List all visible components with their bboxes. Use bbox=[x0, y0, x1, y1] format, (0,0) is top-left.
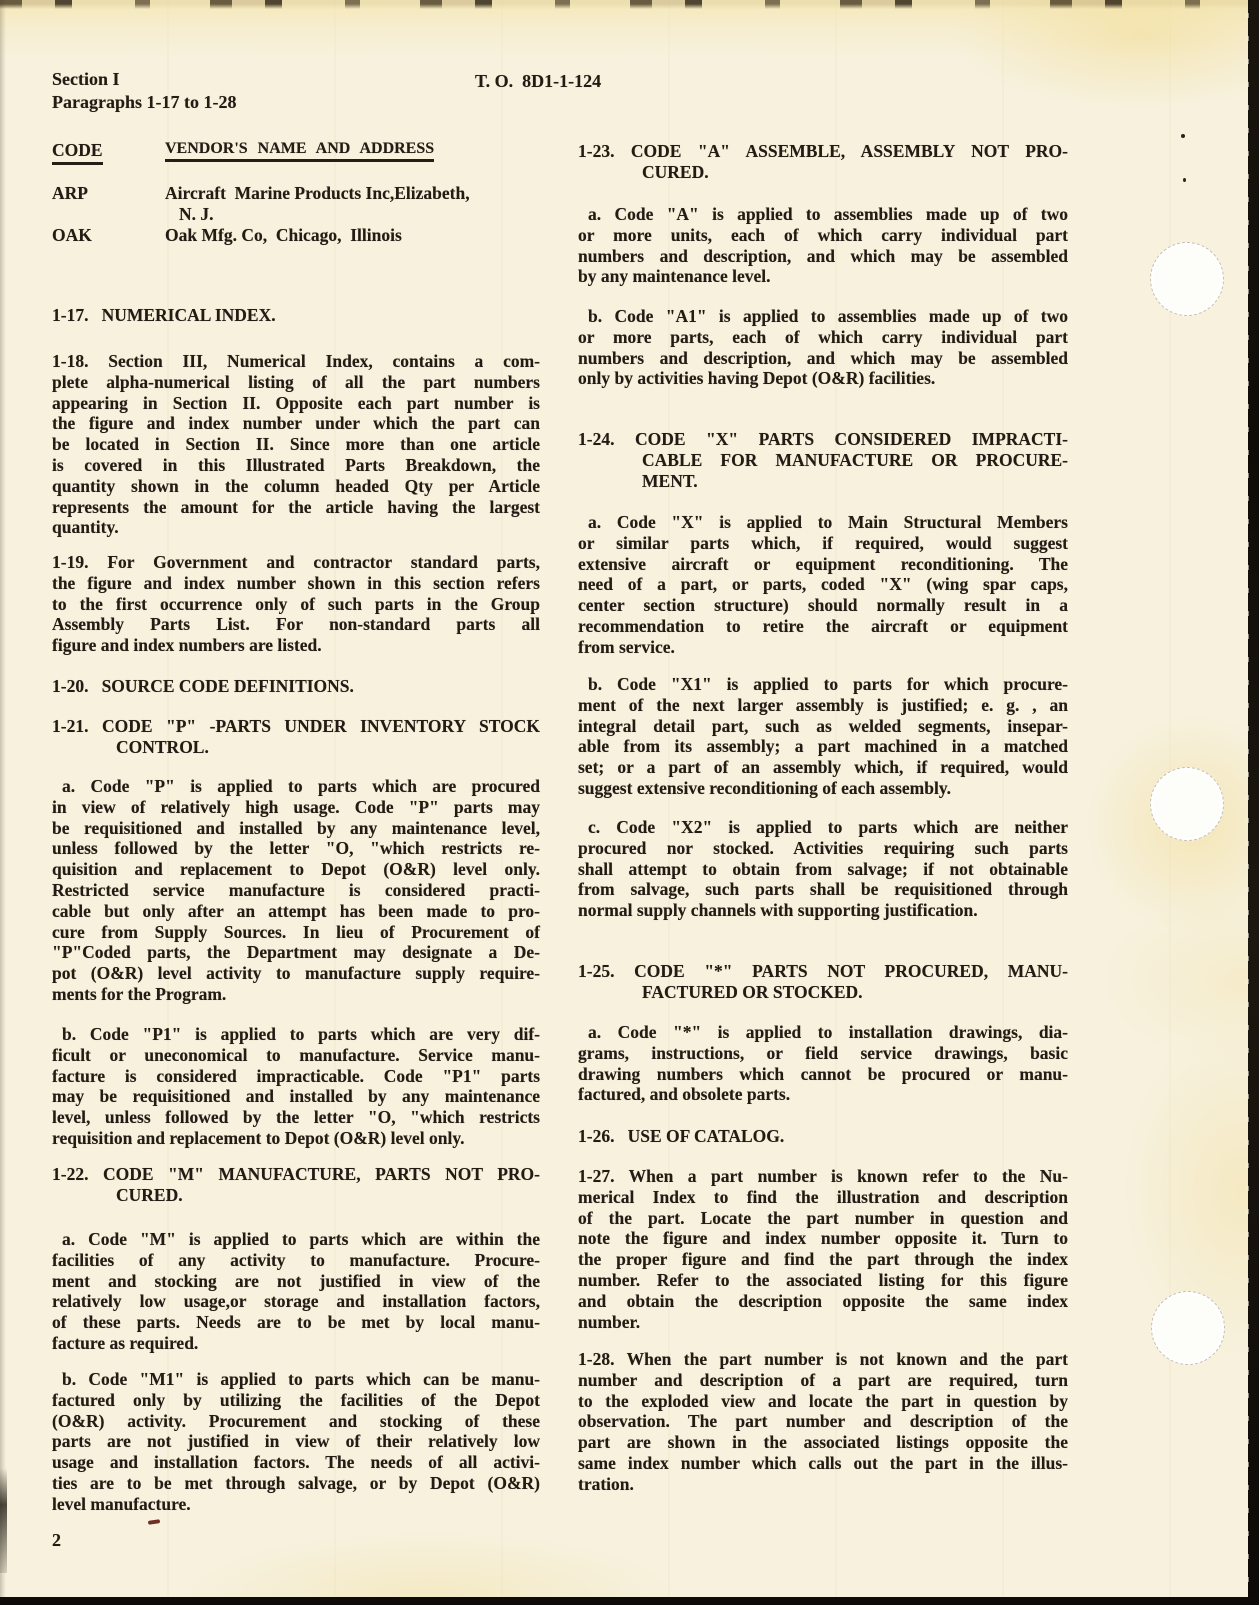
text-line: shall attempt to obtain from salvage; if not obtainable bbox=[578, 858, 1068, 879]
text-line: 1-27. When a part number is known refer to the Nu- bbox=[578, 1166, 1068, 1186]
text-line: integral detail part, such as welded segments, insepar- bbox=[578, 715, 1068, 736]
text-line: unless followed by the letter "O, "which restricts re- bbox=[52, 838, 540, 859]
text-line: 1-25. CODE "*" PARTS NOT PROCURED, MANU- bbox=[578, 961, 1068, 981]
heading-1-25 bbox=[578, 961, 1068, 1003]
text-line: by any maintenance level. bbox=[578, 266, 771, 287]
text-line: numbers and description, and which may be assembled bbox=[578, 347, 1068, 368]
text-line: usage and installation factors. The needs of all activi- bbox=[52, 1452, 540, 1473]
text-line: a. Code "*" is applied to installation drawings, dia- bbox=[588, 1022, 1068, 1042]
text-line: be located in Section II. Since more than one article bbox=[52, 434, 540, 455]
text-line: b. Code "A1" is applied to assemblies made up of two bbox=[588, 306, 1068, 326]
text-line: b. Code "P1" is applied to parts which are very dif- bbox=[62, 1024, 540, 1044]
text-line: to the first occurrence only of such parts in the Group bbox=[52, 593, 540, 614]
text-line: factured only by utilizing the facilities of the Depot bbox=[52, 1389, 540, 1410]
text-line: extensive aircraft or equipment reconditioning. The bbox=[578, 553, 1068, 574]
text-line: the figure and index number under which the part can bbox=[52, 413, 540, 434]
ink-speck bbox=[1181, 134, 1185, 138]
paragraph-1-28 bbox=[578, 1349, 1068, 1495]
text-line: need of a part, or parts, coded "X" (wing spar caps, bbox=[578, 574, 1068, 595]
ink-speck bbox=[1183, 178, 1186, 182]
text-line: appearing in Section II. Opposite each part number is bbox=[52, 392, 540, 413]
vendor-name bbox=[165, 225, 540, 246]
text-line: and obtain the description opposite the same index bbox=[578, 1290, 1068, 1311]
header-paragraphs-range: Paragraphs 1-17 to 1-28 bbox=[52, 92, 237, 112]
text-line: CURED. bbox=[642, 161, 709, 182]
text-line: quantity. bbox=[52, 517, 119, 538]
text-line: number. Refer to the associated listing for this figure bbox=[578, 1269, 1068, 1290]
paragraph-1-23b bbox=[578, 306, 1068, 389]
vendor-code: OAK bbox=[52, 225, 92, 245]
text-line: from service. bbox=[578, 636, 675, 657]
punch-hole bbox=[1150, 767, 1224, 841]
text-line: or more parts, each of which carry individual part bbox=[578, 326, 1068, 347]
text-line: procured nor stocked. Activities requiring such parts bbox=[578, 837, 1068, 858]
page-number: 2 bbox=[52, 1530, 61, 1550]
text-line: of these parts. Needs are to be met by local manu- bbox=[52, 1312, 540, 1333]
heading-1-23 bbox=[578, 141, 1068, 183]
text-line: ties are to be met through salvage, or by Depot (O&R) bbox=[52, 1472, 540, 1493]
text-line: 1-22. CODE "M" MANUFACTURE, PARTS NOT PRO- bbox=[52, 1164, 540, 1184]
vendor-col-name-header: VENDOR'S NAME AND ADDRESS bbox=[165, 140, 434, 162]
heading-1-17 bbox=[52, 305, 540, 326]
text-line: parts are not justified in view of their relatively low bbox=[52, 1431, 540, 1452]
text-line: number and description of a part are required, turn bbox=[578, 1369, 1068, 1390]
scan-corner-smudge bbox=[0, 1468, 7, 1573]
text-line: Restricted service manufacture is considered practi- bbox=[52, 879, 540, 900]
scan-top-edge bbox=[0, 0, 1259, 9]
text-line: cure from Supply Sources. In lieu of Procurement of bbox=[52, 921, 540, 942]
text-line: 1-18. Section III, Numerical Index, contains a com- bbox=[52, 351, 540, 371]
text-line: facilities of any activity to manufacture. Procure- bbox=[52, 1249, 540, 1270]
vendor-code: ARP bbox=[52, 183, 88, 203]
text-line: figure and index numbers are listed. bbox=[52, 635, 322, 656]
text-line: tration. bbox=[578, 1473, 634, 1494]
text-line: in view of relatively high usage. Code "P" parts may bbox=[52, 796, 540, 817]
text-line: set; or a part of an assembly which, if required, would bbox=[578, 757, 1068, 778]
text-line: or more units, each of which carry individual part bbox=[578, 224, 1068, 245]
text-line: pot (O&R) level activity to manufacture supply require- bbox=[52, 963, 540, 984]
text-line: facture as required. bbox=[52, 1332, 199, 1353]
text-line: factured, and obsolete parts. bbox=[578, 1084, 791, 1105]
text-line: facture is considered impracticable. Code "P1" parts bbox=[52, 1065, 540, 1086]
text-line: 1-21. CODE "P" -PARTS UNDER INVENTORY STOCK bbox=[52, 716, 540, 736]
text-line: Assembly Parts List. For non-standard parts all bbox=[52, 614, 540, 635]
text-line: is covered in this Illustrated Parts Breakdown, the bbox=[52, 454, 540, 475]
paragraph-1-24c bbox=[578, 817, 1068, 921]
text-line: 1-19. For Government and contractor standard parts, bbox=[52, 552, 540, 572]
text-line: FACTURED OR STOCKED. bbox=[642, 981, 863, 1002]
vendor-row bbox=[52, 225, 540, 246]
text-line: from salvage, such parts shall be requisitioned through bbox=[578, 879, 1068, 900]
text-line: c. Code "X2" is applied to parts which are neither bbox=[588, 817, 1068, 837]
text-line: "P"Coded parts, the Department may designate a De- bbox=[52, 942, 540, 963]
paragraph-1-23a bbox=[578, 204, 1068, 287]
paragraph-1-21a bbox=[52, 776, 540, 1005]
text-line: plete alpha-numerical listing of all the part numbers bbox=[52, 371, 540, 392]
page-header-left bbox=[52, 68, 236, 114]
text-line: b. Code "X1" is applied to parts for which procure- bbox=[588, 674, 1068, 694]
text-line: to the exploded view and locate the part in question by bbox=[578, 1390, 1068, 1411]
text-line: ment and stocking are not justified in view of the bbox=[52, 1270, 540, 1291]
text-line: requisition and replacement to Depot (O&R) level only. bbox=[52, 1127, 465, 1148]
header-section: Section I bbox=[52, 69, 120, 89]
text-line: 1-28. When the part number is not known and the part bbox=[578, 1349, 1068, 1369]
text-line: ment of the next larger assembly is justified; e. g. , an bbox=[578, 694, 1068, 715]
paragraph-1-21b bbox=[52, 1024, 540, 1149]
text-line: relatively low usage,or storage and installation factors, bbox=[52, 1291, 540, 1312]
text-line: (O&R) activity. Procurement and stocking of these bbox=[52, 1410, 540, 1431]
vendor-col-code-header: CODE bbox=[52, 140, 103, 165]
text-line: grams, instructions, or field service drawings, basic bbox=[578, 1042, 1068, 1063]
text-line: of the part. Locate the part number in question and bbox=[578, 1207, 1068, 1228]
text-line: ments for the Program. bbox=[52, 983, 227, 1004]
to-number: T. O. 8D1-1-124 bbox=[475, 71, 602, 91]
text-line: the figure and index number shown in this section refers bbox=[52, 572, 540, 593]
text-line: 1-17. NUMERICAL INDEX. bbox=[52, 305, 276, 325]
text-line: the proper figure and find the part through the index bbox=[578, 1249, 1068, 1270]
text-line: merical Index to find the illustration and description bbox=[578, 1186, 1068, 1207]
pen-mark bbox=[148, 1519, 160, 1525]
text-line: cable but only after an attempt has been made to pro- bbox=[52, 900, 540, 921]
text-line: a. Code "M" is applied to parts which are within the bbox=[62, 1229, 540, 1249]
text-line: a. Code "X" is applied to Main Structural Members bbox=[588, 512, 1068, 532]
text-line: represents the amount for the article having the largest bbox=[52, 496, 540, 517]
scan-right-edge bbox=[1248, 0, 1259, 1605]
text-line: level, unless followed by the letter "O, "which restricts bbox=[52, 1107, 540, 1128]
text-line: CONTROL. bbox=[116, 736, 209, 757]
text-line: a. Code "P" is applied to parts which are procured bbox=[62, 776, 540, 796]
text-line: 1-24. CODE "X" PARTS CONSIDERED IMPRACTI- bbox=[578, 429, 1068, 449]
text-line: CABLE FOR MANUFACTURE OR PROCURE- bbox=[642, 449, 1068, 470]
punch-hole bbox=[1150, 242, 1224, 316]
punch-hole bbox=[1151, 1291, 1225, 1365]
text-line: number. bbox=[578, 1311, 641, 1332]
heading-1-24 bbox=[578, 429, 1068, 491]
text-line: Aircraft Marine Products Inc,Elizabeth, bbox=[165, 183, 470, 203]
text-line: MENT. bbox=[642, 470, 698, 491]
text-line: suggest extensive reconditioning of each assembly. bbox=[578, 777, 952, 798]
vendor-table bbox=[52, 140, 540, 246]
text-line: center section structure) should normally result in a bbox=[578, 595, 1068, 616]
text-line: same index number which calls out the part in the illus- bbox=[578, 1452, 1068, 1473]
text-line: note the figure and index number opposite it. Turn to bbox=[578, 1228, 1068, 1249]
paragraph-1-18 bbox=[52, 351, 540, 538]
vendor-name bbox=[165, 183, 540, 225]
paragraph-1-22a bbox=[52, 1229, 540, 1354]
text-line: quisition and replacement to Depot (O&R) level only. bbox=[52, 859, 540, 880]
paragraph-1-24b bbox=[578, 674, 1068, 799]
text-line: 1-20. SOURCE CODE DEFINITIONS. bbox=[52, 676, 354, 696]
paragraph-1-27 bbox=[578, 1166, 1068, 1332]
text-line: 1-23. CODE "A" ASSEMBLE, ASSEMBLY NOT PRO- bbox=[578, 141, 1068, 161]
heading-1-22 bbox=[52, 1164, 540, 1206]
text-line: numbers and description, and which may be assembled bbox=[578, 245, 1068, 266]
text-line: quantity shown in the column headed Qty per Article bbox=[52, 475, 540, 496]
heading-1-26 bbox=[578, 1126, 1068, 1147]
heading-1-21 bbox=[52, 716, 540, 758]
text-line: level manufacture. bbox=[52, 1493, 191, 1514]
text-line: part are shown in the associated listings opposite the bbox=[578, 1432, 1068, 1453]
text-line: only by activities having Depot (O&R) facilities. bbox=[578, 368, 936, 389]
text-line: able from its assembly; a part machined in a matched bbox=[578, 736, 1068, 757]
text-line: or similar parts which, if required, would suggest bbox=[578, 532, 1068, 553]
text-line: normal supply channels with supporting justification. bbox=[578, 900, 978, 921]
text-line: may be requisitioned and installed by any maintenance bbox=[52, 1086, 540, 1107]
heading-1-20 bbox=[52, 676, 540, 697]
text-line: drawing numbers which cannot be procured or manu- bbox=[578, 1063, 1068, 1084]
scan-left-edge bbox=[0, 0, 6, 1605]
paragraph-1-22b bbox=[52, 1369, 540, 1515]
paragraph-1-19 bbox=[52, 552, 540, 656]
text-line: N. J. bbox=[179, 204, 214, 224]
scan-bottom-edge bbox=[0, 1597, 1259, 1605]
text-line: Oak Mfg. Co, Chicago, Illinois bbox=[165, 225, 402, 245]
vendor-row bbox=[52, 183, 540, 225]
text-line: observation. The part number and description of the bbox=[578, 1411, 1068, 1432]
paragraph-1-25a bbox=[578, 1022, 1068, 1105]
text-line: b. Code "M1" is applied to parts which can be manu- bbox=[62, 1369, 540, 1389]
text-line: recommendation to retire the aircraft or equipment bbox=[578, 615, 1068, 636]
text-line: 1-26. USE OF CATALOG. bbox=[578, 1126, 785, 1146]
text-line: CURED. bbox=[116, 1184, 183, 1205]
text-line: a. Code "A" is applied to assemblies made up of two bbox=[588, 204, 1068, 224]
text-line: ficult or uneconomical to manufacture. Service manu- bbox=[52, 1044, 540, 1065]
text-line: be requisitioned and installed by any maintenance level, bbox=[52, 817, 540, 838]
vendor-table-header-row bbox=[52, 140, 540, 165]
paragraph-1-24a bbox=[578, 512, 1068, 658]
